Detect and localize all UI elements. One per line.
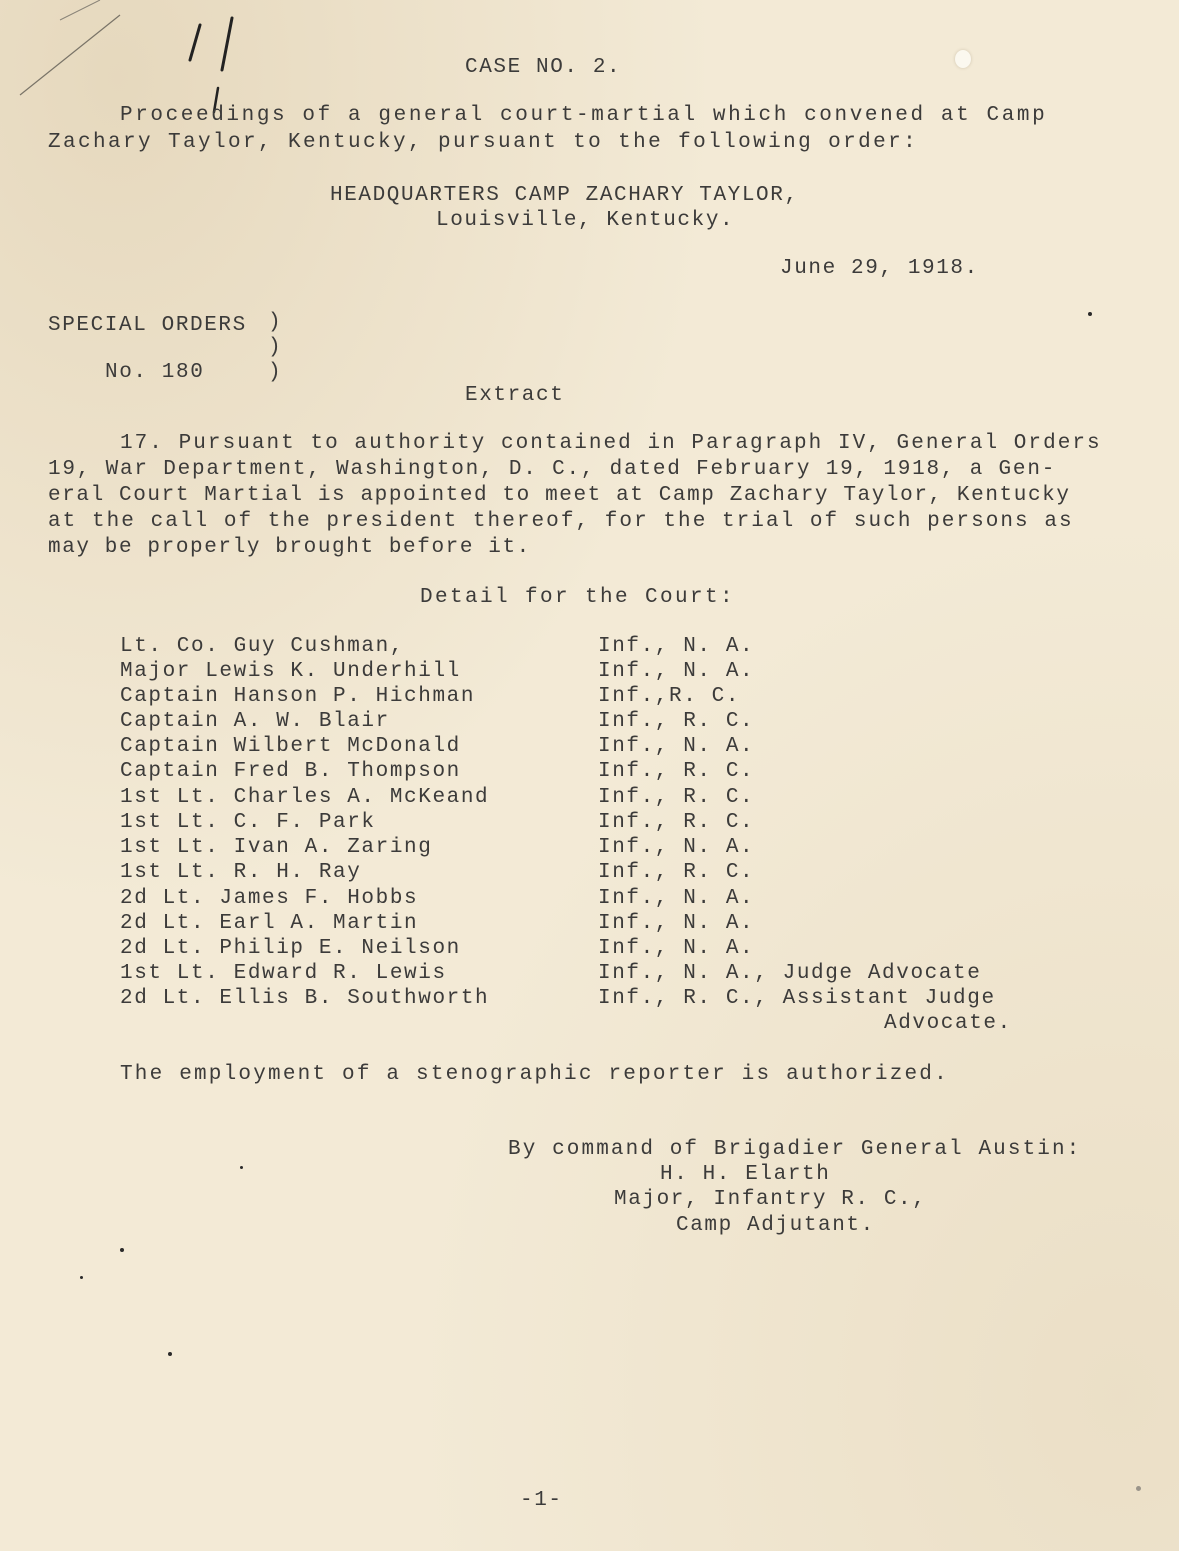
paragraph-line-4: at the call of the president thereof, for the trial of such persons as (48, 510, 1074, 533)
intro-line-1: Proceedings of a general court-martial which convened at Camp (120, 104, 1048, 127)
case-title: CASE NO. 2. (465, 56, 622, 79)
member-unit: Inf., N. A. (598, 660, 755, 683)
member-unit: Inf., N. A. (598, 836, 755, 859)
stenographer-note: The employment of a stenographic reporter is authorized. (120, 1063, 949, 1086)
member-unit: Inf., N. A., Judge Advocate (598, 962, 982, 985)
paper-speck (80, 1276, 83, 1279)
member-unit: Inf., N. A. (598, 887, 755, 910)
member-unit: Inf., R. C. (598, 861, 755, 884)
signature-line-2: H. H. Elarth (660, 1163, 831, 1186)
paragraph-line-5: may be properly brought before it. (48, 536, 531, 559)
paragraph-line-2: 19, War Department, Washington, D. C., dated February 19, 1918, a Gen- (48, 458, 1057, 481)
punch-hole (955, 50, 971, 68)
member-name: Major Lewis K. Underhill (120, 660, 461, 683)
member-name: Captain Fred B. Thompson (120, 760, 461, 783)
member-name: 1st Lt. R. H. Ray (120, 861, 362, 884)
member-unit: Inf., R. C., Assistant Judge (598, 987, 996, 1010)
special-orders-label: SPECIAL ORDERS (48, 314, 247, 337)
member-unit: Inf., N. A. (598, 937, 755, 960)
paragraph-line-1: 17. Pursuant to authority contained in Paragraph IV, General Orders (120, 432, 1102, 455)
detail-heading: Detail for the Court: (420, 586, 736, 609)
handwritten-pencil-strokes (0, 0, 260, 120)
special-orders-number: No. 180 (105, 361, 205, 384)
member-name: 2d Lt. James F. Hobbs (120, 887, 419, 910)
member-unit: Inf., R. C. (598, 811, 755, 834)
member-unit-continued: Advocate. (884, 1012, 1012, 1035)
bracket-3: ) (268, 361, 283, 384)
member-name: 2d Lt. Philip E. Neilson (120, 937, 461, 960)
member-name: Lt. Co. Guy Cushman, (120, 635, 405, 658)
member-name: 2d Lt. Earl A. Martin (120, 912, 419, 935)
member-name: Captain A. W. Blair (120, 710, 390, 733)
paragraph-line-3: eral Court Martial is appointed to meet at Camp Zachary Taylor, Kentucky (48, 484, 1071, 507)
member-name: 1st Lt. Ivan A. Zaring (120, 836, 433, 859)
member-name: 1st Lt. Charles A. McKeand (120, 786, 490, 809)
member-unit: Inf., R. C. (598, 760, 755, 783)
signature-line-1: By command of Brigadier General Austin: (508, 1138, 1082, 1161)
bracket-2: ) (268, 336, 283, 359)
member-unit: Inf., R. C. (598, 710, 755, 733)
paper-speck (240, 1166, 243, 1169)
page-number: -1- (520, 1489, 563, 1512)
member-name: 1st Lt. Edward R. Lewis (120, 962, 447, 985)
member-unit: Inf., N. A. (598, 735, 755, 758)
member-name: Captain Hanson P. Hichman (120, 685, 476, 708)
bracket-1: ) (268, 311, 283, 334)
headquarters-line-1: HEADQUARTERS CAMP ZACHARY TAYLOR, (330, 184, 799, 207)
signature-line-4: Camp Adjutant. (676, 1214, 875, 1237)
headquarters-line-2: Louisville, Kentucky. (436, 209, 735, 232)
paper-speck (168, 1352, 172, 1356)
member-unit: Inf., N. A. (598, 912, 755, 935)
paper-speck (1136, 1486, 1141, 1491)
signature-line-3: Major, Infantry R. C., (614, 1188, 927, 1211)
member-name: 2d Lt. Ellis B. Southworth (120, 987, 490, 1010)
extract-label: Extract (465, 384, 565, 407)
member-unit: Inf.,R. C. (598, 685, 741, 708)
member-name: Captain Wilbert McDonald (120, 735, 461, 758)
paper-speck (1088, 312, 1092, 316)
member-unit: Inf., R. C. (598, 786, 755, 809)
member-name: 1st Lt. C. F. Park (120, 811, 376, 834)
member-unit: Inf., N. A. (598, 635, 755, 658)
paper-speck (120, 1248, 124, 1252)
order-date: June 29, 1918. (780, 257, 979, 280)
intro-line-2: Zachary Taylor, Kentucky, pursuant to the following order: (48, 131, 919, 154)
